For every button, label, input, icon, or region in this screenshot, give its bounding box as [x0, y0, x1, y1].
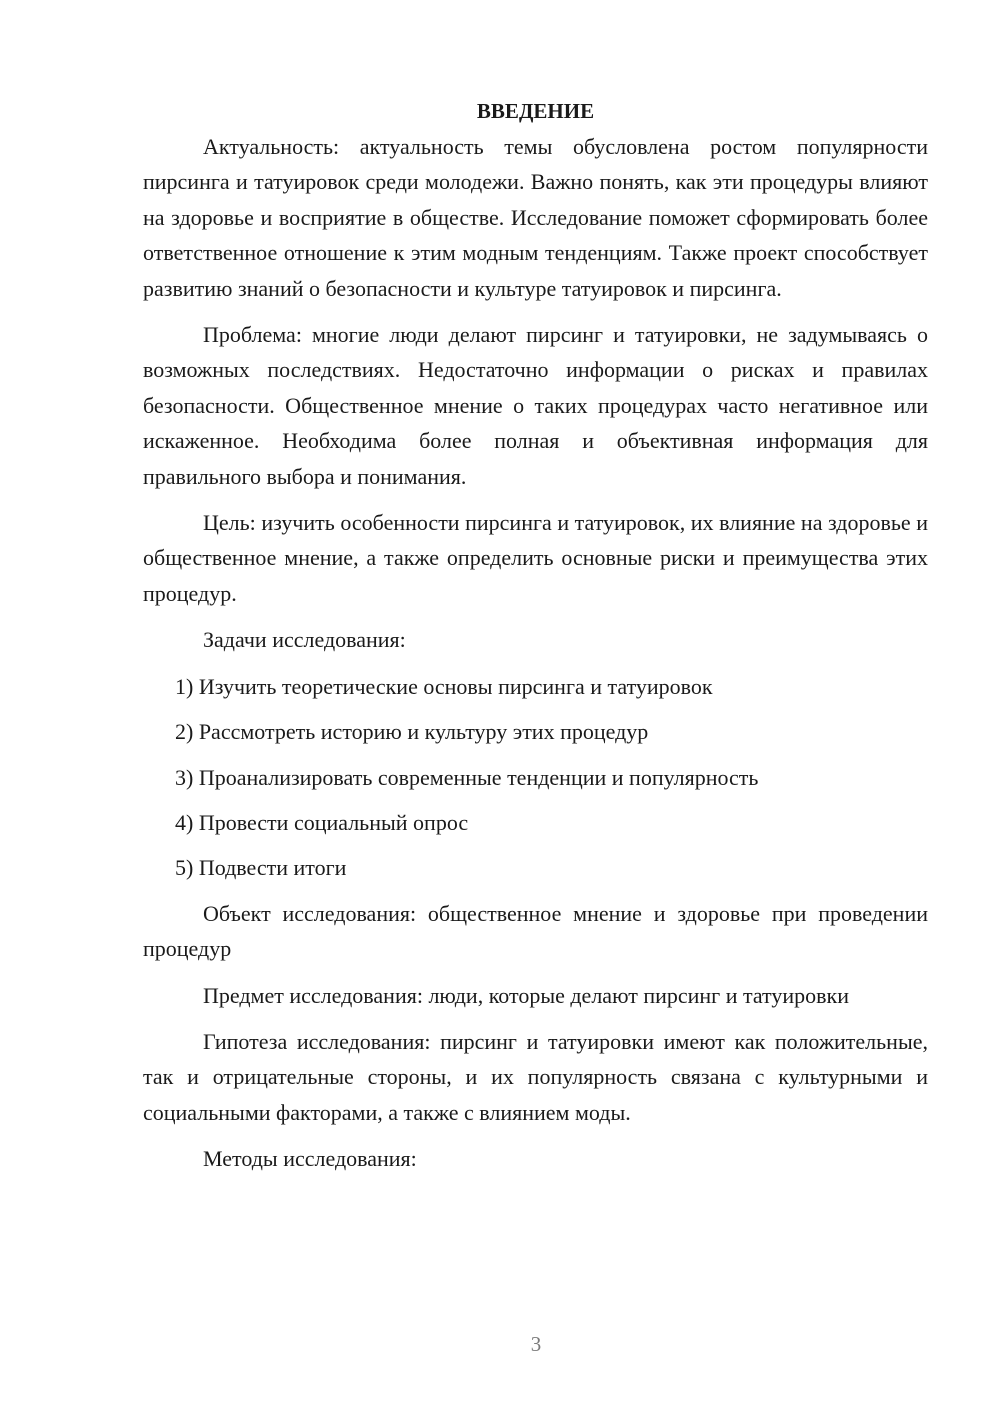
paragraph-problem: Проблема: многие люди делают пирсинг и татуировки, не задумываясь о возможных последствиях. Недостаточно информации о рисках и правилах безопасности. Общественное мнение о таких процедурах часто негативное или искаженное. Необходима более полная и объективная информация для правильного выбора и понимания. [143, 322, 928, 489]
paragraph-object: Объект исследования: общественное мнение и здоровье при проведении процедур [143, 900, 928, 962]
paragraph-subject: Предмет исследования: люди, которые делают пирсинг и татуировки [203, 982, 850, 1008]
page-title: ВВЕДЕНИЕ [476, 99, 595, 123]
methods-heading: Методы исследования: [203, 1146, 417, 1172]
list-item: 3) Проанализировать современные тенденции и популярность [175, 764, 759, 790]
tasks-heading: Задачи исследования: [203, 627, 406, 653]
page-number: 3 [530, 1332, 542, 1356]
tasks-list [143, 669, 928, 886]
list-item: 5) Подвести итоги [175, 855, 347, 881]
paragraph-goal: Цель: изучить особенности пирсинга и татуировок, их влияние на здоровье и общественное мнение, а также определить основные риски и преимущества этих процедур. [143, 510, 928, 606]
document-page [143, 94, 928, 1188]
paragraph-relevance: Актуальность: актуальность темы обусловлена ростом популярности пирсинга и татуировок среди молодежи. Важно понять, как эти процедуры влияют на здоровье и восприятие в обществе. Исследование поможет сформировать более ответственное отношение к этим модным тенденциям. Также проект способствует развитию знаний о безопасности и культуре татуировок и пирсинга. [143, 134, 928, 301]
list-item: 2) Рассмотреть историю и культуру этих процедур [175, 719, 649, 745]
list-item: 4) Провести социальный опрос [175, 809, 469, 835]
list-item: 1) Изучить теоретические основы пирсинга и татуировок [175, 673, 713, 699]
paragraph-hypothesis: Гипотеза исследования: пирсинг и татуировки имеют как положительные, так и отрицательные стороны, и их популярность связана с культурными и социальными факторами, а также с влиянием моды. [143, 1028, 928, 1125]
